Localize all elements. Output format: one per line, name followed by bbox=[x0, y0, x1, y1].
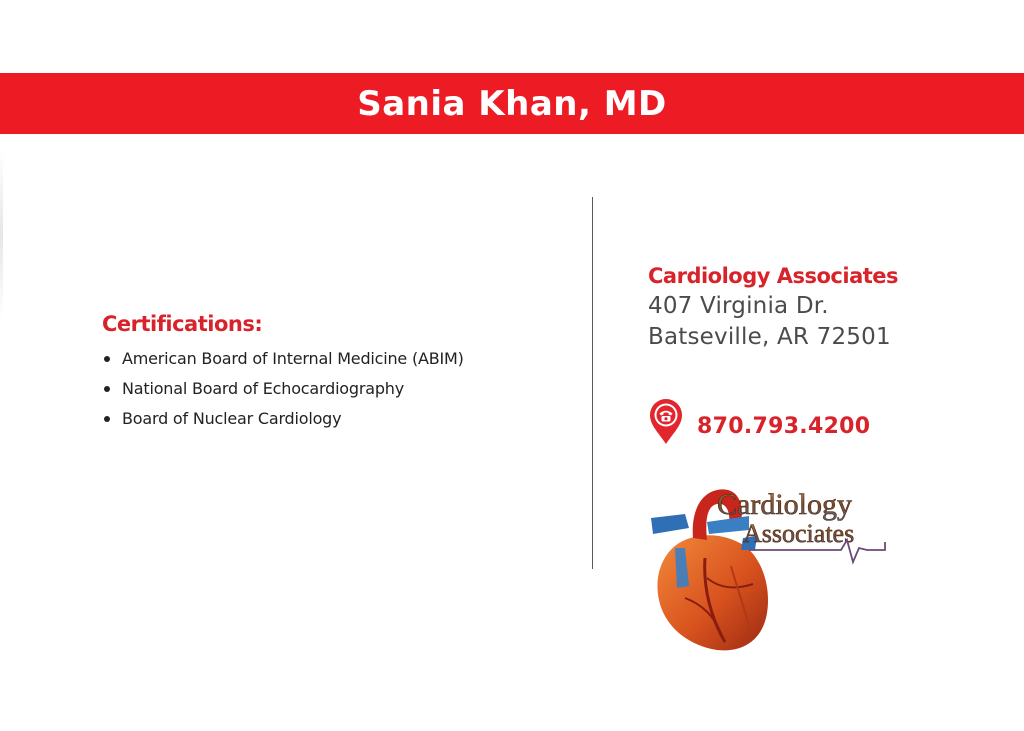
header-banner bbox=[0, 73, 1024, 134]
certifications-heading: Certifications: bbox=[102, 312, 263, 336]
vertical-divider bbox=[592, 197, 593, 569]
certification-label: Board of Nuclear Cardiology bbox=[122, 409, 342, 428]
physician-name: Sania Khan, MD bbox=[357, 83, 667, 124]
bullet-icon bbox=[104, 356, 110, 362]
certifications-list bbox=[102, 344, 522, 434]
bullet-icon bbox=[104, 386, 110, 392]
practice-name: Cardiology Associates bbox=[648, 264, 899, 288]
phone-pin-icon bbox=[648, 398, 684, 446]
list-item bbox=[102, 344, 522, 374]
list-item bbox=[102, 374, 522, 404]
logo-text-line2: Associates bbox=[743, 519, 855, 548]
bullet-icon bbox=[104, 416, 110, 422]
left-edge-shadow bbox=[0, 150, 3, 320]
address-line-1: 407 Virginia Dr. bbox=[648, 293, 829, 319]
address-line-2: Batseville, AR 72501 bbox=[648, 324, 891, 350]
list-item bbox=[102, 404, 522, 434]
certification-label: National Board of Echocardiography bbox=[122, 379, 405, 398]
certification-label: American Board of Internal Medicine (ABIM) bbox=[122, 349, 464, 368]
practice-info bbox=[648, 261, 978, 353]
cardiology-associates-logo bbox=[645, 478, 890, 653]
phone-number[interactable]: 870.793.4200 bbox=[697, 413, 871, 439]
logo-text-line1: Cardiology bbox=[717, 488, 852, 521]
certifications-section bbox=[102, 312, 522, 434]
phone-row bbox=[648, 398, 870, 446]
